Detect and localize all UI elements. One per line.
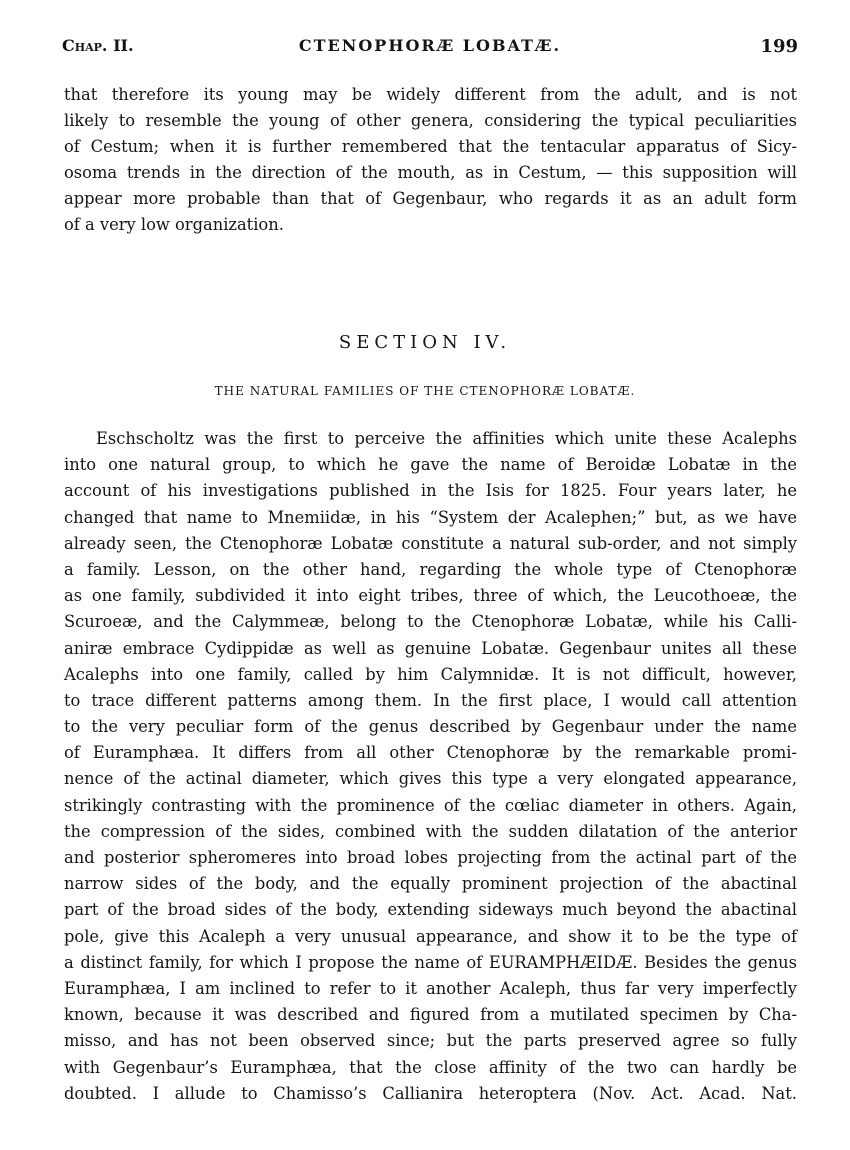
text-line: part of the broad sides of the body, extending sideways much beyond the abactinal bbox=[64, 900, 797, 920]
text-line: into one natural group, to which he gave the name of Beroidæ Lobatæ in the bbox=[64, 455, 797, 475]
section-subtitle: THE NATURAL FAMILIES OF THE CTENOPHORÆ LOBATÆ. bbox=[214, 384, 636, 398]
running-header bbox=[62, 36, 798, 62]
text-line: Acalephs into one family, called by him Calymnidæ. It is not difficult, however, bbox=[64, 664, 797, 684]
page-number: 199 bbox=[760, 36, 798, 57]
text-line: aniræ embrace Cydippidæ as well as genuine Lobatæ. Gegenbaur unites all these bbox=[64, 638, 797, 658]
text-line: of a very low organization. bbox=[64, 215, 284, 235]
text-line: a distinct family, for which I propose the name of EURAMPHÆIDÆ. Besides the genus bbox=[64, 952, 797, 972]
chapter-label: Chap. II. bbox=[62, 36, 134, 55]
text-line: the compression of the sides, combined with the sudden dilatation of the anterior bbox=[64, 821, 797, 841]
text-line: changed that name to Mnemiidæ, in his “System der Acalephen;” but, as we have bbox=[64, 507, 797, 527]
text-line: nence of the actinal diameter, which gives this type a very elongated appearance, bbox=[64, 769, 797, 789]
text-line: osoma trends in the direction of the mouth, as in Cestum, — this supposition will bbox=[64, 163, 797, 183]
section-heading: SECTION IV. bbox=[338, 332, 512, 353]
text-line: a family. Lesson, on the other hand, regarding the whole type of Ctenophoræ bbox=[64, 559, 797, 579]
paragraph-continuation bbox=[64, 82, 797, 239]
text-line: that therefore its young may be widely different from the adult, and is not bbox=[64, 85, 797, 104]
text-line: appear more probable than that of Gegenbaur, who regards it as an adult form bbox=[64, 189, 797, 209]
text-line: account of his investigations published in the Isis for 1825. Four years later, he bbox=[64, 481, 797, 501]
text-line: with Gegenbaur’s Euramphæa, that the close affinity of the two can hardly be bbox=[64, 1057, 797, 1077]
paragraph-body bbox=[64, 426, 797, 1107]
text-line: Scuroeæ, and the Calymmeæ, belong to the Ctenophoræ Lobatæ, while his Calli- bbox=[64, 612, 797, 632]
text-line: Euramphæa, I am inclined to refer to it another Acaleph, thus far very imperfectly bbox=[64, 978, 797, 998]
text-line: as one family, subdivided it into eight tribes, three of which, the Leucothoeæ, the bbox=[64, 586, 797, 606]
running-title: CTENOPHORÆ LOBATÆ. bbox=[298, 36, 562, 55]
text-line: doubted. I allude to Chamisso’s Callianira heteroptera (Nov. Act. Acad. Nat. bbox=[64, 1083, 797, 1103]
text-line: narrow sides of the body, and the equally prominent projection of the abactinal bbox=[64, 874, 797, 894]
text-line: already seen, the Ctenophoræ Lobatæ constitute a natural sub-order, and not simply bbox=[64, 533, 797, 553]
text-line: of Cestum; when it is further remembered that the tentacular apparatus of Sicy- bbox=[64, 137, 797, 157]
text-line: of Euramphæa. It differs from all other Ctenophoræ by the remarkable promi- bbox=[64, 743, 797, 763]
text-line: to the very peculiar form of the genus described by Gegenbaur under the name bbox=[64, 717, 797, 737]
text-line: likely to resemble the young of other genera, considering the typical peculiarities bbox=[64, 111, 797, 131]
text-line: to trace different patterns among them. In the first place, I would call attention bbox=[64, 690, 797, 710]
text-line: strikingly contrasting with the prominence of the cœliac diameter in others. Again, bbox=[64, 795, 797, 815]
text-line: misso, and has not been observed since; but the parts preserved agree so fully bbox=[64, 1031, 797, 1051]
text-line: pole, give this Acaleph a very unusual appearance, and show it to be the type of bbox=[64, 926, 797, 946]
text-line: and posterior spheromeres into broad lobes projecting from the actinal part of the bbox=[64, 848, 797, 867]
text-line: Eschscholtz was the first to perceive the affinities which unite these Acalephs bbox=[96, 429, 797, 448]
text-line: known, because it was described and figured from a mutilated specimen by Cha- bbox=[64, 1005, 797, 1025]
